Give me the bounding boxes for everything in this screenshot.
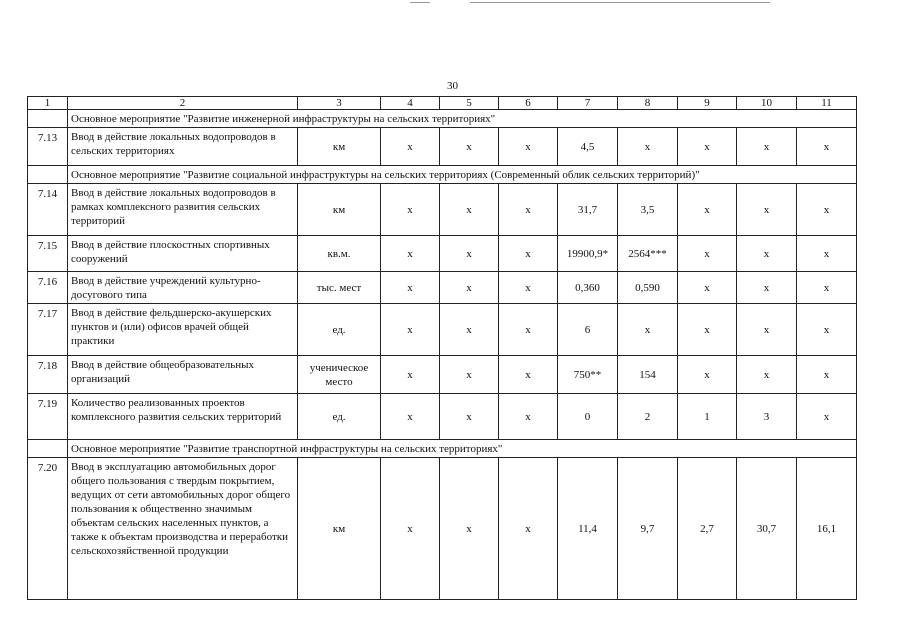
table-cell: х bbox=[440, 458, 499, 600]
table-cell: х bbox=[381, 128, 440, 166]
table-cell: 0,360 bbox=[558, 272, 618, 304]
table-cell: 0 bbox=[558, 394, 618, 440]
indicator-name: Ввод в действие локальных водопроводов в сельских территориях bbox=[68, 128, 298, 166]
indicator-name: Количество реализованных проектов комплексного развития сельских территорий bbox=[68, 394, 298, 440]
row-number: 7.13 bbox=[28, 128, 68, 166]
table-cell: 750** bbox=[558, 356, 618, 394]
table-cell: 154 bbox=[618, 356, 678, 394]
table-cell: х bbox=[797, 394, 857, 440]
table-cell: х bbox=[499, 356, 558, 394]
table-cell: км bbox=[298, 184, 381, 236]
table-row bbox=[28, 128, 857, 166]
table-cell: х bbox=[499, 128, 558, 166]
row-number: 7.16 bbox=[28, 272, 68, 304]
table-cell: х bbox=[381, 356, 440, 394]
column-number: 5 bbox=[440, 97, 499, 110]
row-number: 7.19 bbox=[28, 394, 68, 440]
table-cell: тыс. мест bbox=[298, 272, 381, 304]
table-cell: ед. bbox=[298, 304, 381, 356]
indicator-name: Ввод в действие учреждений культурно-досугового типа bbox=[68, 272, 298, 304]
table-cell: х bbox=[499, 304, 558, 356]
indicator-name: Ввод в действие общеобразовательных организаций bbox=[68, 356, 298, 394]
table-cell: х bbox=[381, 458, 440, 600]
table-cell: х bbox=[499, 184, 558, 236]
table-cell: 16,1 bbox=[797, 458, 857, 600]
table-cell: х bbox=[678, 304, 737, 356]
table-row bbox=[28, 272, 857, 304]
column-number: 6 bbox=[499, 97, 558, 110]
table-row bbox=[28, 236, 857, 272]
column-number: 8 bbox=[618, 97, 678, 110]
indicators-table bbox=[27, 96, 857, 600]
table-cell: 6 bbox=[558, 304, 618, 356]
table-cell: ученическое место bbox=[298, 356, 381, 394]
table-cell: х bbox=[678, 356, 737, 394]
table-cell: х bbox=[797, 236, 857, 272]
table-cell: х bbox=[797, 304, 857, 356]
table-cell: х bbox=[381, 394, 440, 440]
page-number: 30 bbox=[447, 80, 458, 92]
table-cell: х bbox=[797, 128, 857, 166]
table-cell: х bbox=[678, 272, 737, 304]
section-row bbox=[28, 166, 857, 184]
table-cell: х bbox=[618, 304, 678, 356]
table-cell: х bbox=[440, 304, 499, 356]
table-cell: х bbox=[797, 272, 857, 304]
table-cell: х bbox=[440, 356, 499, 394]
column-number: 11 bbox=[797, 97, 857, 110]
table-cell: х bbox=[797, 356, 857, 394]
table-cell: х bbox=[381, 272, 440, 304]
column-number: 1 bbox=[28, 97, 68, 110]
table-cell: 2 bbox=[618, 394, 678, 440]
column-number: 3 bbox=[298, 97, 381, 110]
row-number: 7.15 bbox=[28, 236, 68, 272]
table-cell: 1 bbox=[678, 394, 737, 440]
table-row bbox=[28, 304, 857, 356]
table-cell: км bbox=[298, 458, 381, 600]
table-cell: х bbox=[737, 304, 797, 356]
table-cell: км bbox=[298, 128, 381, 166]
indicator-name: Ввод в эксплуатацию автомобильных дорог общего пользования с твердым покрытием, ведущих от сети автомобильных дорог общего пользования к общественно значимым объектам сельских населенных пунктов, а также к объектам производства и переработки сельскохозяйственной продукции bbox=[68, 458, 298, 600]
table-cell: х bbox=[737, 184, 797, 236]
table-cell: 9,7 bbox=[618, 458, 678, 600]
table-cell: х bbox=[737, 272, 797, 304]
table-cell: х bbox=[440, 128, 499, 166]
table-cell: х bbox=[737, 236, 797, 272]
section-title: Основное мероприятие "Развитие инженерной инфраструктуры на сельских территориях" bbox=[68, 110, 857, 128]
column-number-row bbox=[28, 97, 857, 110]
table-cell: х bbox=[499, 236, 558, 272]
column-number: 7 bbox=[558, 97, 618, 110]
table-cell: х bbox=[678, 128, 737, 166]
row-number: 7.20 bbox=[28, 458, 68, 600]
column-number: 9 bbox=[678, 97, 737, 110]
row-number: 7.18 bbox=[28, 356, 68, 394]
table-cell: ед. bbox=[298, 394, 381, 440]
table-cell: 3 bbox=[737, 394, 797, 440]
top-border-line bbox=[470, 2, 770, 3]
table-cell: х bbox=[440, 236, 499, 272]
section-row bbox=[28, 110, 857, 128]
table-cell: х bbox=[737, 128, 797, 166]
table-cell: х bbox=[440, 184, 499, 236]
table-row bbox=[28, 458, 857, 600]
column-number: 4 bbox=[381, 97, 440, 110]
indicator-name: Ввод в действие локальных водопроводов в рамках комплексного развития сельских территорий bbox=[68, 184, 298, 236]
table-cell: х bbox=[678, 184, 737, 236]
table-cell: 2,7 bbox=[678, 458, 737, 600]
table-cell: х bbox=[381, 236, 440, 272]
table-cell: х bbox=[440, 394, 499, 440]
table-row bbox=[28, 394, 857, 440]
row-number: 7.14 bbox=[28, 184, 68, 236]
table-cell: 3,5 bbox=[618, 184, 678, 236]
table-cell: 19900,9* bbox=[558, 236, 618, 272]
table-cell: х bbox=[440, 272, 499, 304]
indicator-name: Ввод в действие плоскостных спортивных сооружений bbox=[68, 236, 298, 272]
table-cell: х bbox=[678, 236, 737, 272]
top-border-line bbox=[410, 2, 430, 3]
table-cell: 11,4 bbox=[558, 458, 618, 600]
table-row bbox=[28, 356, 857, 394]
table-cell: кв.м. bbox=[298, 236, 381, 272]
column-number: 2 bbox=[68, 97, 298, 110]
table-cell: х bbox=[737, 356, 797, 394]
table-cell: х bbox=[381, 304, 440, 356]
row-number: 7.17 bbox=[28, 304, 68, 356]
section-title: Основное мероприятие "Развитие социальной инфраструктуры на сельских территориях (Современный облик сельских территорий)" bbox=[68, 166, 857, 184]
table-cell: 30,7 bbox=[737, 458, 797, 600]
table-cell: х bbox=[499, 458, 558, 600]
table-cell: х bbox=[618, 128, 678, 166]
table-row bbox=[28, 184, 857, 236]
table-cell: х bbox=[797, 184, 857, 236]
table-cell: х bbox=[499, 394, 558, 440]
table-cell: 31,7 bbox=[558, 184, 618, 236]
table-cell: х bbox=[499, 272, 558, 304]
indicator-name: Ввод в действие фельдшерско-акушерских пунктов и (или) офисов врачей общей практики bbox=[68, 304, 298, 356]
section-row bbox=[28, 440, 857, 458]
table-cell: х bbox=[381, 184, 440, 236]
table-cell: 2564*** bbox=[618, 236, 678, 272]
table-cell: 4,5 bbox=[558, 128, 618, 166]
section-title: Основное мероприятие "Развитие транспортной инфраструктуры на сельских территориях" bbox=[68, 440, 857, 458]
table-cell: 0,590 bbox=[618, 272, 678, 304]
column-number: 10 bbox=[737, 97, 797, 110]
